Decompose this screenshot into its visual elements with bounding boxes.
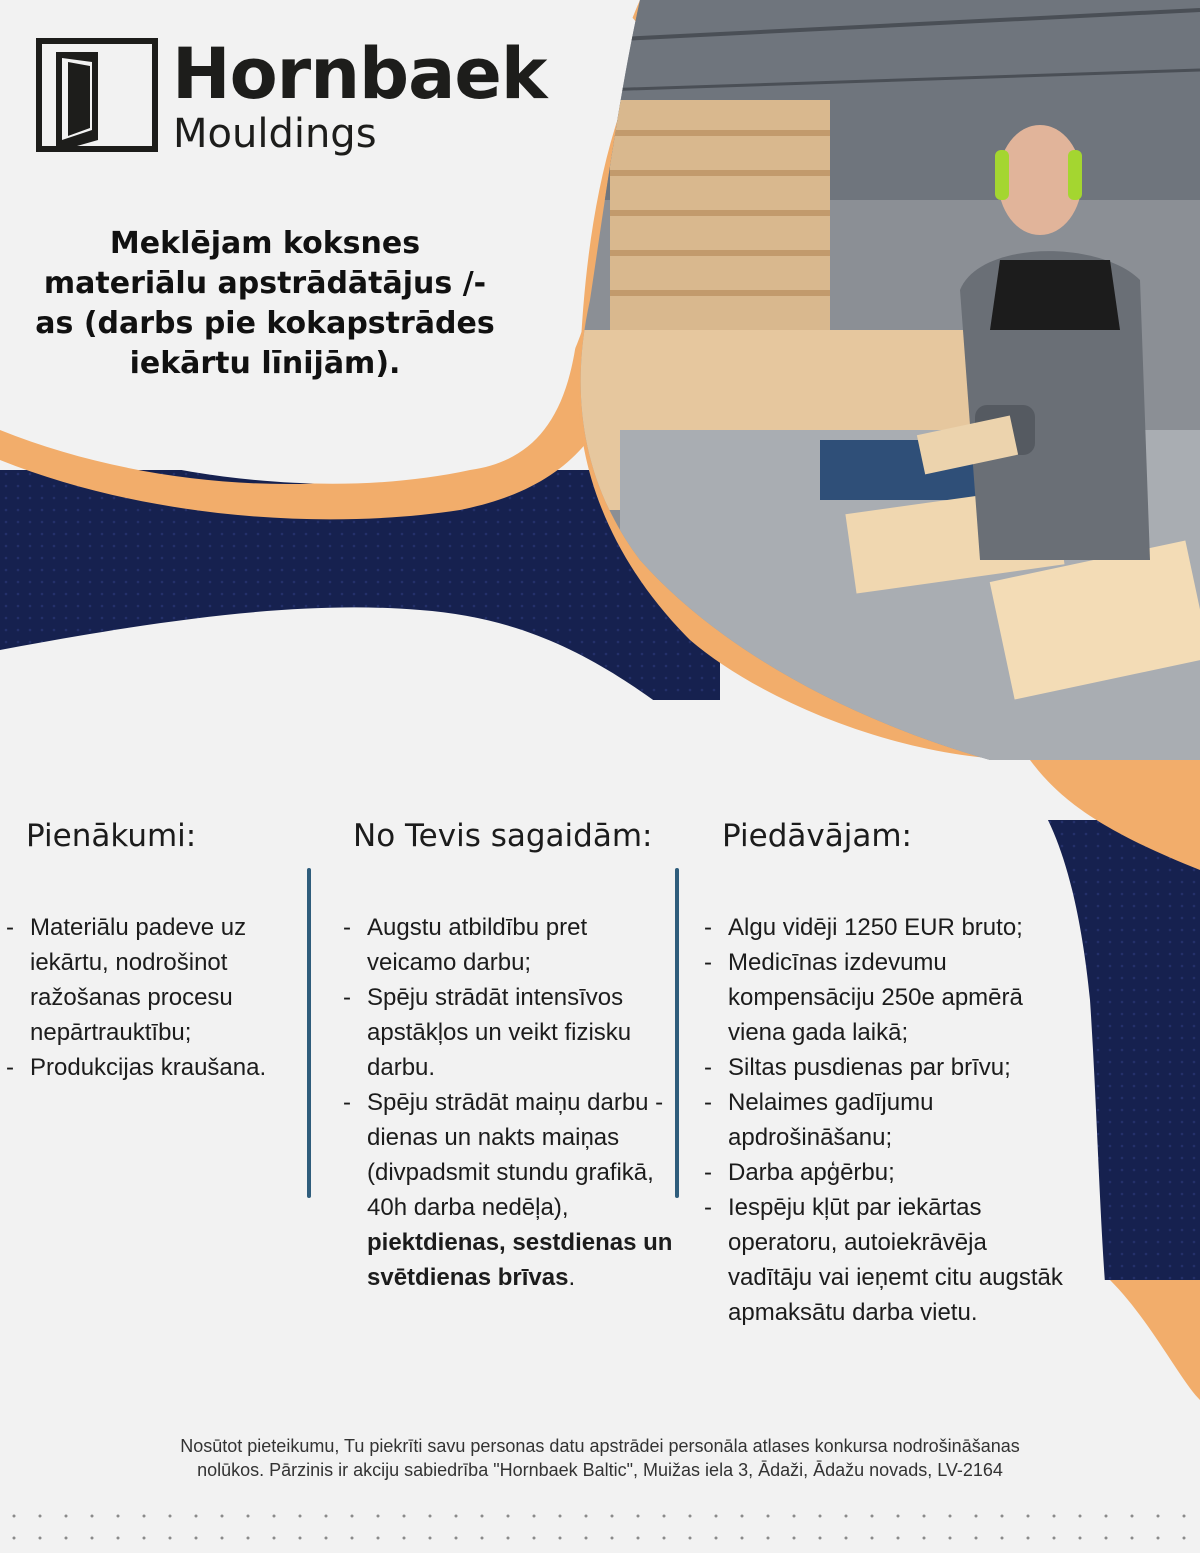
list-item: - Spēju strādāt maiņu darbu - dienas un nakts maiņas (divpadsmit stundu grafikā, 40h darba nedēļa), piektdienas, sestdienas un svētdienas brīvas.	[343, 1089, 673, 1291]
brand-name: Hornbaek	[172, 33, 547, 115]
brand-sub: Mouldings	[173, 111, 377, 157]
list-item: - Spēju strādāt intensīvos apstākļos un veikt fizisku darbu.	[343, 984, 632, 1081]
list-item: - Algu vidēji 1250 EUR bruto;	[704, 914, 1023, 941]
footer-line-1: Nosūtot pieteikumu, Tu piekrīti savu personas datu apstrādei personāla atlases konkursa nodrošināšanas	[180, 1436, 1020, 1456]
list-item: - Nelaimes gadījumu apdrošināšanu;	[704, 1089, 934, 1151]
headline: Meklējam koksnes materiālu apstrādātājus /-as (darbs pie kokapstrādes iekārtu līnijām).	[35, 226, 495, 381]
brand-logo	[36, 33, 596, 158]
divider-right	[675, 868, 679, 1198]
list-item: - Darba apģērbu;	[704, 1159, 895, 1186]
privacy-footer	[30, 1434, 1170, 1482]
requirements-list	[343, 910, 673, 1295]
col-title-requirements: No Tevis sagaidām:	[353, 818, 653, 854]
col-title-offer: Piedāvājam:	[722, 818, 912, 854]
offer-list	[704, 910, 1074, 1330]
list-item: - Produkcijas kraušana.	[6, 1054, 267, 1081]
duties-list	[6, 910, 296, 1085]
door-logo-icon	[36, 38, 158, 152]
footer-line-2: nolūkos. Pārzinis ir akciju sabiedrība "Hornbaek Baltic", Muižas iela 3, Ādaži, Ādažu novads, LV-2164	[197, 1460, 1003, 1480]
list-item: - Augstu atbildību pret veicamo darbu;	[343, 914, 588, 976]
col-title-duties: Pienākumi:	[26, 818, 197, 854]
list-item: - Medicīnas izdevumu kompensāciju 250e apmērā viena gada laikā;	[704, 949, 1023, 1046]
list-item: - Materiālu padeve uz iekārtu, nodrošinot ražošanas procesu nepārtrauktību;	[6, 914, 247, 1046]
days-off-bold: piektdienas, sestdienas un svētdienas brīvas	[367, 1229, 673, 1291]
list-item: - Iespēju kļūt par iekārtas operatoru, autoiekrāvēja vadītāju vai ieņemt citu augstāk apmaksātu darba vietu.	[704, 1194, 1063, 1326]
divider-left	[307, 868, 311, 1198]
list-item: - Siltas pusdienas par brīvu;	[704, 1054, 1011, 1081]
dotted-rule	[0, 1508, 1200, 1548]
